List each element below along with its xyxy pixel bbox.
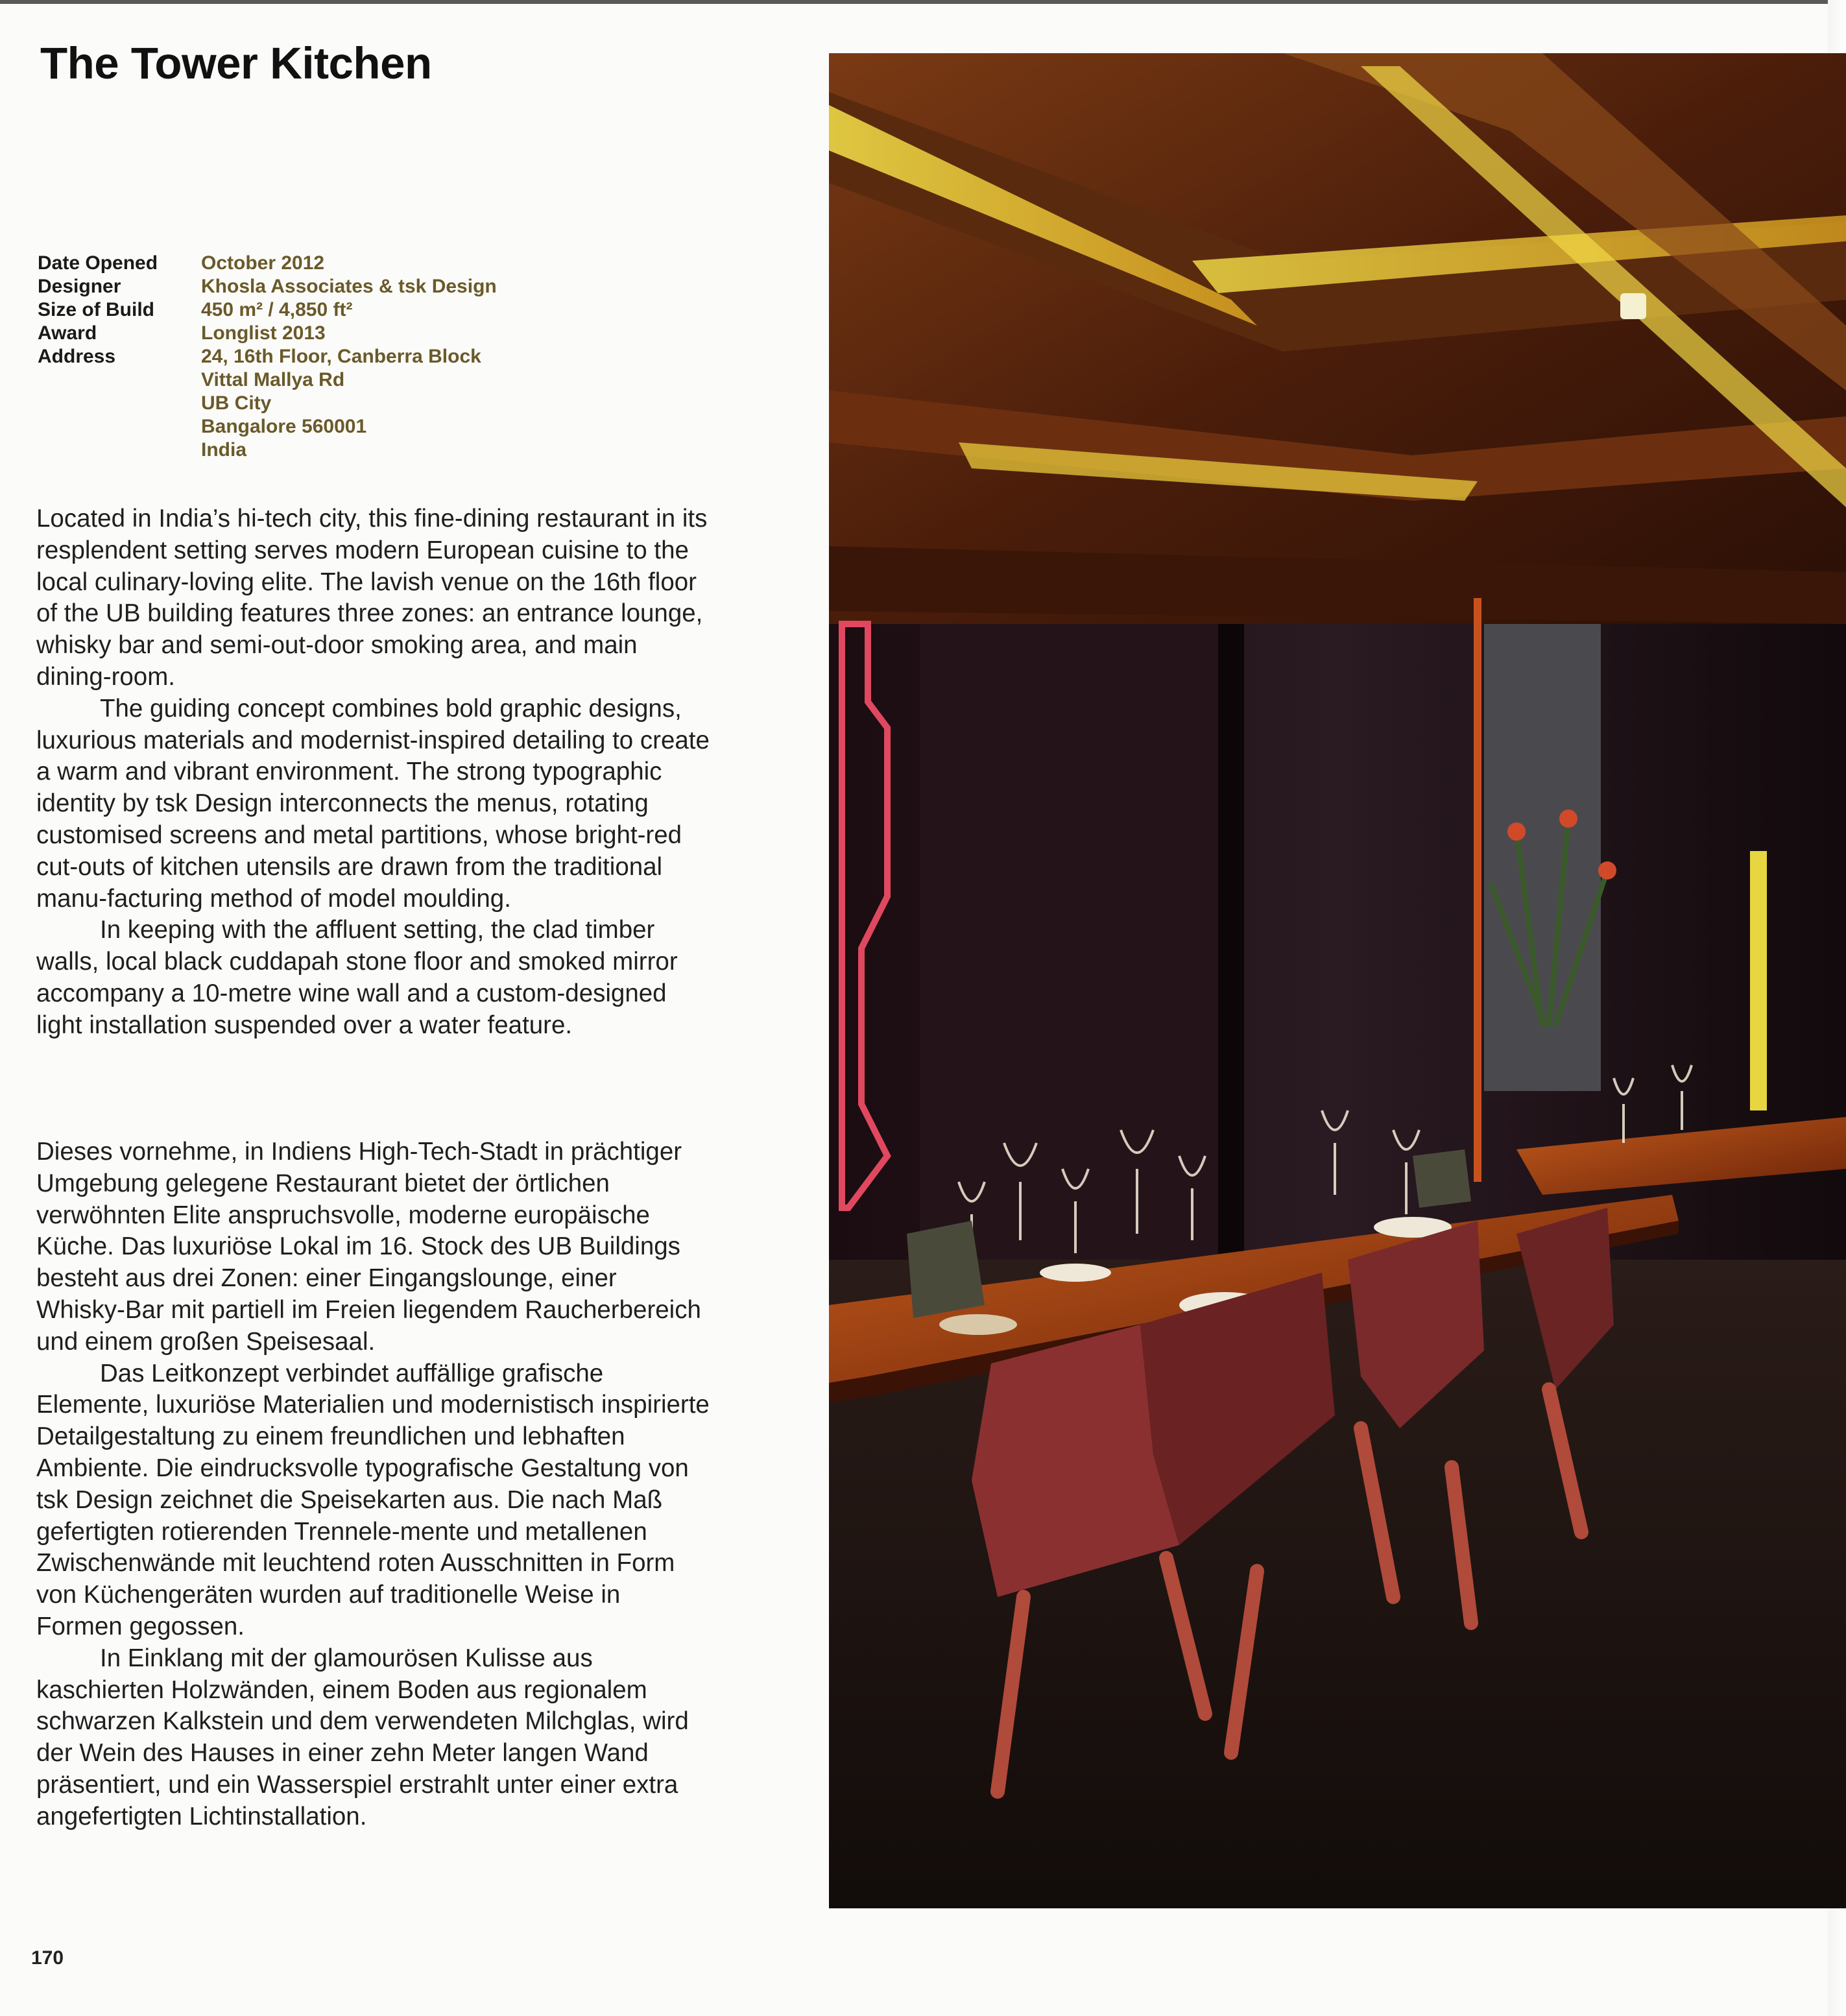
german-text <box>36 1136 711 1833</box>
spec-value-line: Khosla Associates & tsk Design <box>201 276 497 297</box>
spec-value-award <box>201 322 616 345</box>
spec-value-line: UB City <box>201 392 272 414</box>
german-paragraph-1: Dieses vornehme, in Indiens High-Tech-Stadt in prächtiger Umgebung gelegene Restaurant bietet der örtlichen verwöhnten Elite anspruchsvolle, moderne europäische Küche. Das luxuriöse Lokal im 16. Stock des UB Buildings besteht aus drei Zonen: einer Eingangslounge, einer Whisky-Bar mit partiell im Freien liegendem Raucherbereich und einem großen Speisesaal. <box>36 1138 701 1356</box>
spec-value-line: Longlist 2013 <box>201 322 326 344</box>
spec-value-address <box>201 345 616 462</box>
spec-label-address: Address <box>38 346 116 367</box>
spec-label-size: Size of Build <box>38 299 154 320</box>
spec-value-size <box>201 298 616 322</box>
spec-value-designer <box>201 275 616 298</box>
english-paragraph-1: Located in India’s hi-tech city, this fine-dining restaurant in its resplendent setting serves modern European cuisine to the local culinary-loving elite. The lavish venue on the 16th floor of the UB building features three zones: an entrance lounge, whisky bar and semi-out-door smoking area, and main dining-room. <box>36 505 708 691</box>
english-text <box>36 503 711 1042</box>
restaurant-interior-photo <box>829 53 1846 1908</box>
project-specs <box>38 252 616 462</box>
page-number: 170 <box>31 1947 64 1969</box>
spec-value-line: 450 m² / 4,850 ft² <box>201 299 353 320</box>
spec-value-line: October 2012 <box>201 252 325 274</box>
spec-value-line: India <box>201 439 247 461</box>
top-rule <box>0 0 1846 4</box>
spec-value-line: Vittal Mallya Rd <box>201 369 345 390</box>
english-paragraph-2: The guiding concept combines bold graphic designs, luxurious materials and modernist-inspired detailing to create a warm and vibrant environment. The strong typographic identity by tsk Design interconnects the menus, rotating customised screens and metal partitions, whose bright-red cut-outs of kitchen utensils are drawn from the traditional manu-facturing method of model moulding. <box>36 694 710 913</box>
english-paragraph-3: In keeping with the affluent setting, the clad timber walls, local black cuddapah stone floor and smoked mirror accompany a 10-metre wine wall and a custom-designed light installation suspended over a water feature. <box>36 916 678 1039</box>
german-paragraph-2: Das Leitkonzept verbindet auffällige grafische Elemente, luxuriöse Materialien und modernistisch inspirierte Detailgestaltung zu einem freundlichen und lebhaften Ambiente. Die eindrucksvolle typografische Gestaltung von tsk Design zeichnet die Speisekarten aus. Die nach Maß gefertigten rotierenden Trennele-mente und metallenen Zwischenwände mit leuchtend roten Ausschnitten in Form von Küchengeräten wurden auf traditionelle Weise in Formen gegossen. <box>36 1359 710 1640</box>
german-paragraph-3: In Einklang mit der glamourösen Kulisse aus kaschierten Holzwänden, einem Boden aus regionalem schwarzen Kalkstein und dem verwendeten Milchglas, wird der Wein des Hauses in einer zehn Meter langen Wand präsentiert, und ein Wasserspiel erstrahlt unter einer extra angefertigten Lichtinstallation. <box>36 1644 689 1830</box>
spec-value-line: 24, 16th Floor, Canberra Block <box>201 346 481 367</box>
spec-label-date-opened: Date Opened <box>38 252 158 274</box>
page-title: The Tower Kitchen <box>40 38 432 88</box>
spec-label-award: Award <box>38 322 97 344</box>
spec-value-date-opened <box>201 252 616 275</box>
spec-value-line: Bangalore 560001 <box>201 416 367 437</box>
spec-label-designer: Designer <box>38 276 121 297</box>
